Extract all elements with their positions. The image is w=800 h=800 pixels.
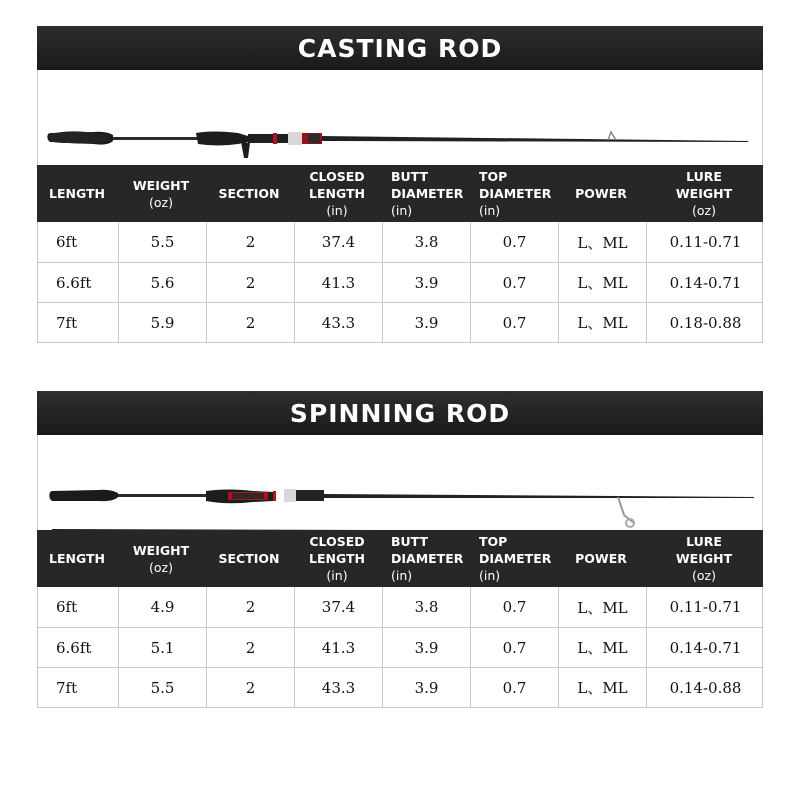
- cell-section: 2: [206, 668, 294, 707]
- spinning-rod-section: [37, 391, 763, 708]
- cell-weight: 5.6: [118, 263, 206, 302]
- header-top-diameter: TOP DIAMETER (in): [479, 534, 552, 583]
- table-row: [38, 262, 762, 302]
- cell-top-diameter: 0.7: [470, 303, 558, 342]
- casting-rod-title: CASTING ROD: [37, 26, 763, 70]
- header-section: SECTION: [218, 186, 280, 201]
- cell-lure-weight: 0.14-0.71: [646, 628, 764, 667]
- cell-lure-weight: 0.18-0.88: [646, 303, 764, 342]
- spinning-rod-image: [37, 435, 763, 530]
- header-section: SECTION: [218, 551, 280, 566]
- casting-rod-image: [37, 70, 763, 165]
- table-row: [38, 222, 762, 262]
- cell-length: 6.6ft: [56, 273, 92, 292]
- cell-power: L、ML: [558, 263, 646, 302]
- header-weight: WEIGHT (oz): [132, 542, 190, 575]
- cell-closed-length: 41.3: [294, 628, 382, 667]
- cell-power: L、ML: [558, 668, 646, 707]
- cell-closed-length: 37.4: [294, 587, 382, 627]
- table-row: [38, 667, 762, 707]
- cell-butt-diameter: 3.8: [382, 587, 470, 627]
- cell-lure-weight: 0.11-0.71: [646, 222, 764, 262]
- cell-weight: 5.1: [118, 628, 206, 667]
- header-length: LENGTH: [49, 551, 105, 566]
- cell-butt-diameter: 3.8: [382, 222, 470, 262]
- header-top-diameter: TOP DIAMETER (in): [479, 169, 552, 218]
- cell-power: L、ML: [558, 222, 646, 262]
- cell-length: 7ft: [56, 678, 78, 697]
- casting-tip-sections-icon: [38, 70, 764, 165]
- cell-top-diameter: 0.7: [470, 668, 558, 707]
- cell-closed-length: 41.3: [294, 263, 382, 302]
- header-power: POWER: [575, 551, 627, 566]
- cell-section: 2: [206, 222, 294, 262]
- cell-weight: 5.5: [118, 668, 206, 707]
- cell-top-diameter: 0.7: [470, 263, 558, 302]
- header-length: LENGTH: [49, 186, 105, 201]
- table-row: [38, 587, 762, 627]
- table-row: [38, 302, 762, 342]
- cell-closed-length: 37.4: [294, 222, 382, 262]
- cell-butt-diameter: 3.9: [382, 303, 470, 342]
- header-lure-weight: LURE WEIGHT (oz): [675, 534, 733, 583]
- header-closed-length: CLOSED LENGTH (in): [309, 169, 365, 218]
- table-row: [38, 627, 762, 667]
- cell-length: 7ft: [56, 313, 78, 332]
- cell-butt-diameter: 3.9: [382, 628, 470, 667]
- casting-rod-section: [37, 26, 763, 343]
- cell-closed-length: 43.3: [294, 303, 382, 342]
- cell-top-diameter: 0.7: [470, 587, 558, 627]
- header-weight: WEIGHT (oz): [132, 177, 190, 210]
- cell-length: 6ft: [56, 598, 78, 616]
- cell-weight: 4.9: [118, 587, 206, 627]
- spinning-table-header: [37, 530, 763, 587]
- cell-section: 2: [206, 628, 294, 667]
- cell-power: L、ML: [558, 303, 646, 342]
- casting-table-header: [37, 165, 763, 222]
- spinning-table-body: [37, 587, 763, 708]
- cell-section: 2: [206, 303, 294, 342]
- cell-weight: 5.5: [118, 222, 206, 262]
- cell-weight: 5.9: [118, 303, 206, 342]
- cell-butt-diameter: 3.9: [382, 263, 470, 302]
- cell-lure-weight: 0.14-0.88: [646, 668, 764, 707]
- header-closed-length: CLOSED LENGTH (in): [309, 534, 365, 583]
- cell-section: 2: [206, 263, 294, 302]
- header-butt-diameter: BUTT DIAMETER (in): [391, 534, 464, 583]
- cell-lure-weight: 0.14-0.71: [646, 263, 764, 302]
- spinning-rod-icon: [38, 435, 764, 530]
- cell-section: 2: [206, 587, 294, 627]
- cell-closed-length: 43.3: [294, 668, 382, 707]
- cell-top-diameter: 0.7: [470, 628, 558, 667]
- header-lure-weight: LURE WEIGHT (oz): [675, 169, 733, 218]
- cell-power: L、ML: [558, 628, 646, 667]
- cell-length: 6.6ft: [56, 638, 92, 657]
- cell-power: L、ML: [558, 587, 646, 627]
- cell-top-diameter: 0.7: [470, 222, 558, 262]
- cell-length: 6ft: [56, 233, 78, 251]
- cell-lure-weight: 0.11-0.71: [646, 587, 764, 627]
- casting-table-body: [37, 222, 763, 343]
- header-power: POWER: [575, 186, 627, 201]
- spinning-rod-title: SPINNING ROD: [37, 391, 763, 435]
- header-butt-diameter: BUTT DIAMETER (in): [391, 169, 464, 218]
- cell-butt-diameter: 3.9: [382, 668, 470, 707]
